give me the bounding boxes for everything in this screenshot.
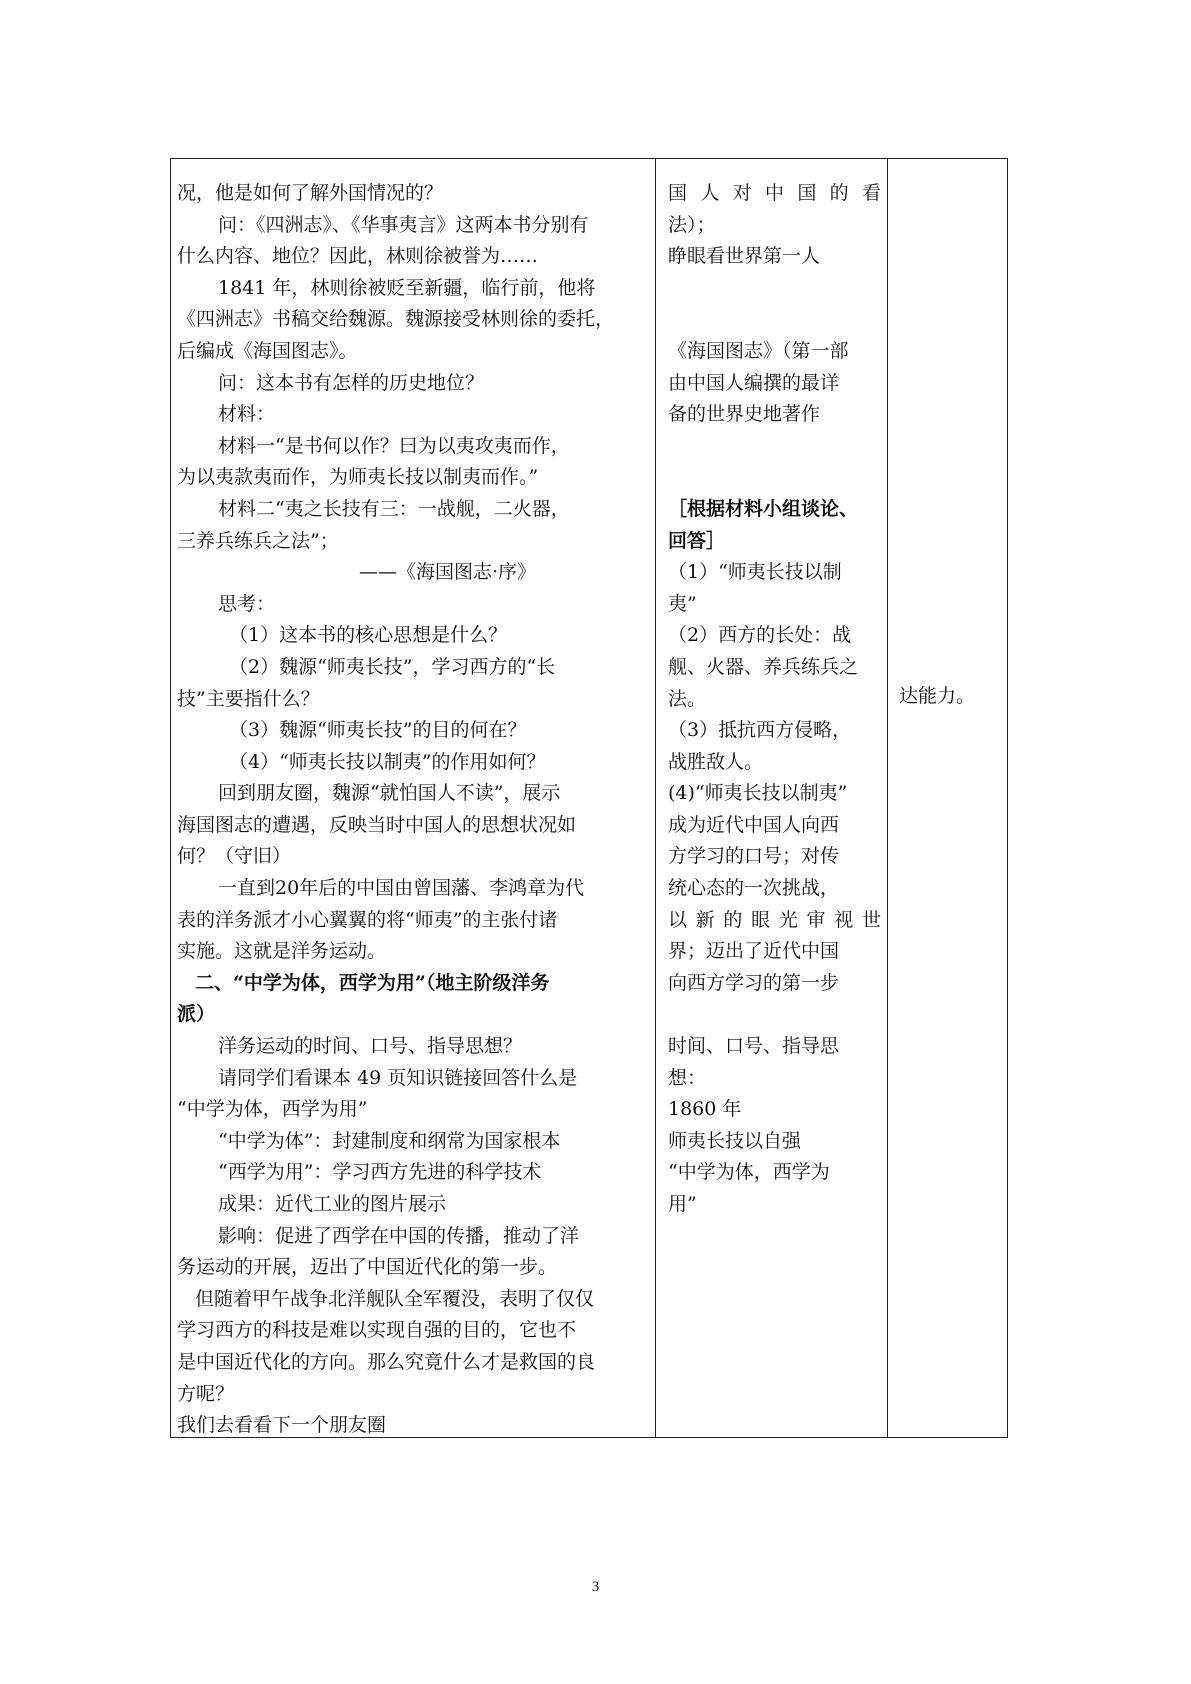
text-line: 成为近代中国人向西 <box>668 813 840 836</box>
blank-line <box>668 431 881 463</box>
text-line: 是中国近代化的方向。那么究竟什么才是救国的良 <box>177 1350 596 1373</box>
text-line: 想： <box>668 1066 707 1089</box>
text-line: 何？（守旧） <box>177 845 292 868</box>
top-spacer <box>177 159 647 178</box>
text-line: 夷” <box>668 592 697 615</box>
text-line: 实施。这就是洋务运动。 <box>177 940 387 963</box>
text-line: （1）“师夷长技以制 <box>668 561 842 584</box>
text-line: 我们去看看下一个朋友圈 <box>177 1414 387 1437</box>
text-line: 方学习的口号；对传 <box>668 845 840 868</box>
blank-line <box>668 462 881 494</box>
text-line: 《四洲志》书稿交给魏源。魏源接受林则徐的委托， <box>177 308 615 331</box>
text-line: 材料： <box>218 403 276 426</box>
text-line: （4）“师夷长技以制夷”的作用如何？ <box>229 750 546 773</box>
text-line: 以新的眼光审视世 <box>668 908 881 931</box>
text-line: 由中国人编撰的最详 <box>668 371 840 394</box>
text-line: 技”主要指什么？ <box>177 687 320 710</box>
text-line: 时间、口号、指导思 <box>668 1035 840 1058</box>
text-line: 海国图志的遭遇，反映当时中国人的思想状况如 <box>177 813 577 836</box>
text-line: “西学为用”：学习西方先进的科学技术 <box>218 1161 542 1184</box>
text-line: 问：《四洲志》、《华事夷言》这两本书分别有 <box>218 213 589 236</box>
blank-line <box>668 273 881 305</box>
design-intent-column <box>887 159 1009 1437</box>
text-line: 舰、火器、养兵练兵之 <box>668 655 859 678</box>
text-line: 什么内容、地位？因此，林则徐被誉为…… <box>177 245 539 268</box>
text-line: 三养兵练兵之法”； <box>177 529 339 552</box>
text-line: ——《海国图志·序》 <box>359 561 537 584</box>
text-line: 用” <box>668 1193 697 1215</box>
text-line: (4)“师夷长技以制夷” <box>668 782 848 805</box>
text-line: 一直到20年后的中国由曾国藩、李鸿章为代 <box>218 877 585 900</box>
text-line: （3）魏源“师夷长技”的目的何在？ <box>229 719 527 742</box>
text-line: ［根据材料小组谈论、 <box>668 497 859 520</box>
top-spacer <box>668 159 881 178</box>
text-line: 问：这本书有怎样的历史地位？ <box>218 371 485 394</box>
student-activity-column <box>655 159 887 1437</box>
text-line: 《海国图志》（第一部 <box>668 339 849 362</box>
text-line: 1841 年，林则徐被贬至新疆，临行前，他将 <box>218 276 596 299</box>
text-line: 法）； <box>668 213 716 236</box>
text-line: 回到朋友圈，魏源“就怕国人不读”，展示 <box>218 782 561 805</box>
text-line: 材料一“是书何以作？曰为以夷攻夷而作， <box>218 434 570 457</box>
text-line: 务运动的开展，迈出了中国近代化的第一步。 <box>177 1256 558 1279</box>
teaching-process-column <box>171 159 655 1437</box>
text-line: 师夷长技以自强 <box>668 1129 802 1152</box>
text-line: 1860 年 <box>668 1098 742 1121</box>
text-line: “中学为体”：封建制度和纲常为国家根本 <box>218 1129 561 1152</box>
text-line: 向西方学习的第一步 <box>668 971 840 994</box>
text-line: 表的洋务派才小心翼翼的将“师夷”的主张付诸 <box>177 908 558 931</box>
text-line: 派） <box>177 1003 216 1026</box>
text-line: （2）西方的长处：战 <box>668 624 852 647</box>
text-line: 睁眼看世界第一人 <box>668 245 821 268</box>
text-line: 回答］ <box>668 529 726 552</box>
text-line: “中学为体，西学为 <box>668 1161 830 1184</box>
text-line: （2）魏源“师夷长技”，学习西方的“长 <box>229 655 556 678</box>
text-line: 请同学们看课本 49 页知识链接回答什么是 <box>218 1066 578 1089</box>
text-line: 影响：促进了西学在中国的传播，推动了洋 <box>218 1224 580 1247</box>
text-line: 方呢？ <box>177 1382 235 1405</box>
text-line: 界；迈出了近代中国 <box>668 940 840 963</box>
text-line: 学习西方的科技是难以实现自强的目的，它也不 <box>177 1319 577 1342</box>
page-number: 3 <box>591 1579 600 1595</box>
text-line: 统心态的一次挑战， <box>668 877 840 900</box>
text-line: 思考： <box>218 592 276 615</box>
design-intent-text: 达能力。 <box>899 685 976 707</box>
text-line: （1）这本书的核心思想是什么？ <box>229 624 508 647</box>
text-line: 材料二“夷之长技有三：一战舰，二火器， <box>218 497 570 520</box>
text-line: 二、“中学为体，西学为用”（地主阶级洋务 <box>195 971 550 994</box>
text-line: 后编成《海国图志》。 <box>177 339 358 362</box>
text-line: 洋务运动的时间、口号、指导思想？ <box>218 1035 523 1058</box>
text-line: “中学为体，西学为用” <box>177 1098 368 1121</box>
text-line: 备的世界史地著作 <box>668 403 821 426</box>
blank-line <box>668 304 881 336</box>
text-line: 战胜敌人。 <box>668 750 764 773</box>
text-line: 成果：近代工业的图片展示 <box>218 1193 447 1215</box>
text-line: 法。 <box>668 687 707 710</box>
text-line: 况，他是如何了解外国情况的？ <box>177 182 444 204</box>
text-line: 但随着甲午战争北洋舰队全军覆没，表明了仅仅 <box>195 1287 595 1310</box>
lesson-plan-table <box>170 158 1008 1438</box>
text-line: （3）抵抗西方侵略， <box>668 719 852 742</box>
text-line: 国人对中国的看 <box>668 182 881 204</box>
blank-line <box>668 999 881 1031</box>
text-line: 为以夷款夷而作，为师夷长技以制夷而作。” <box>177 466 539 489</box>
